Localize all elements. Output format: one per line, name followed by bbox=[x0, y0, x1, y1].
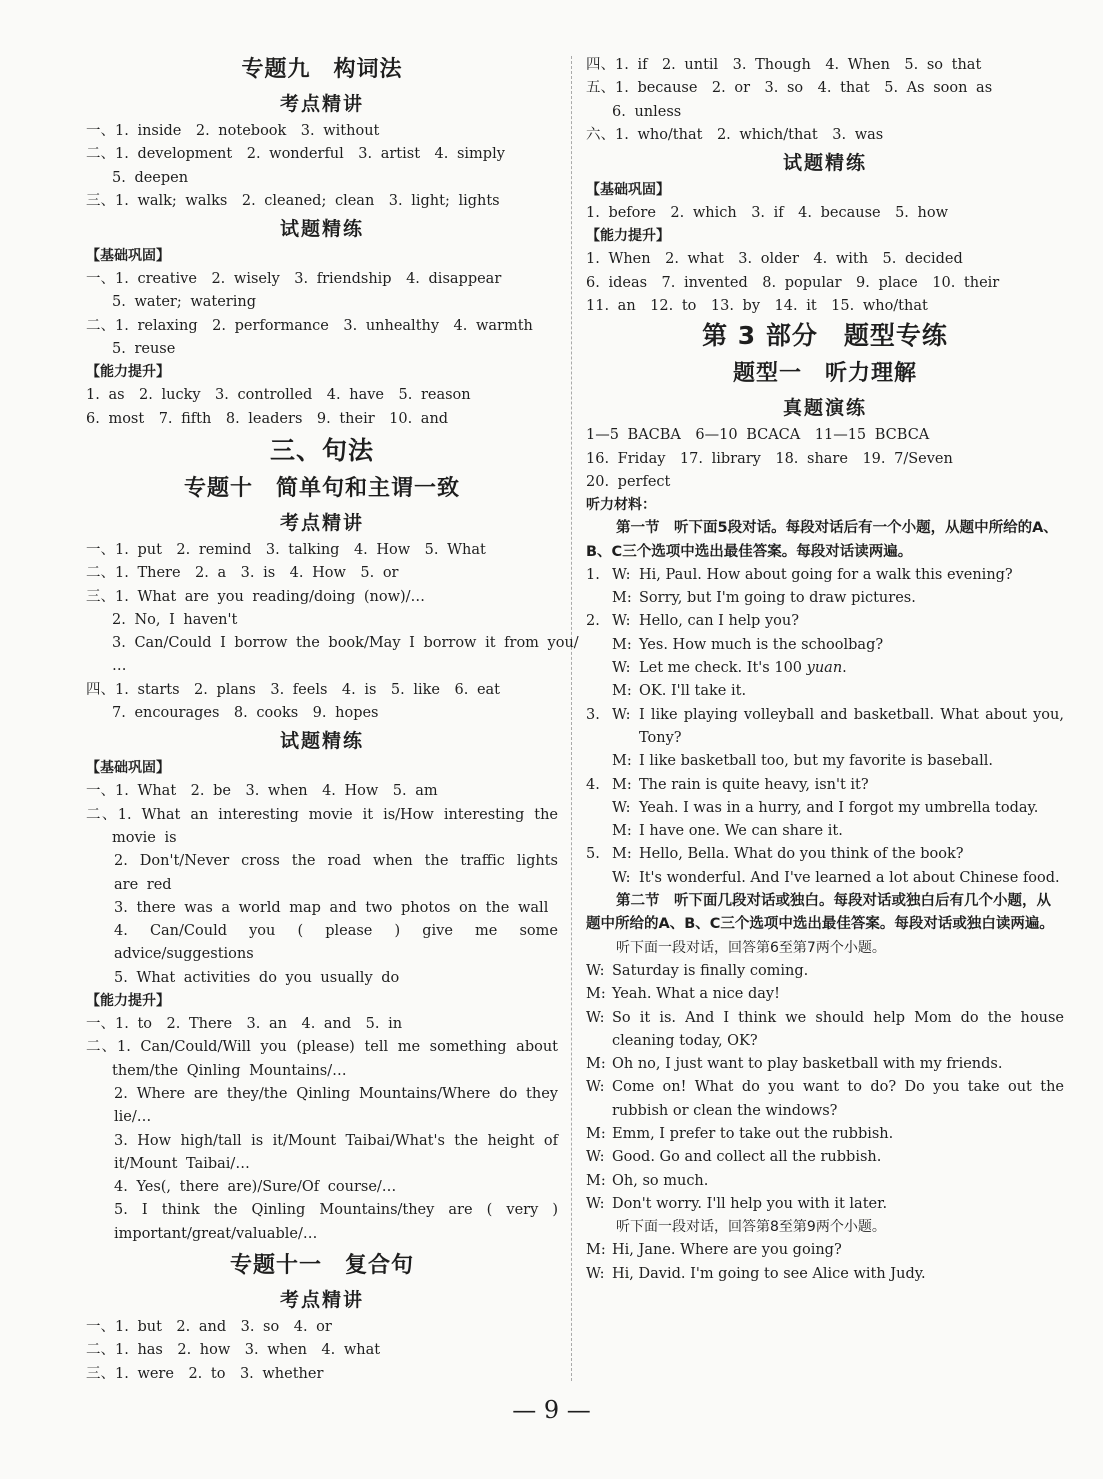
speaker-label: W: bbox=[586, 962, 605, 979]
answer-line: 二、1. Can/Could/Will you (please) tell me something about them/the Qinling Mountains/… bbox=[86, 1039, 558, 1079]
conversation-2 bbox=[586, 1239, 1064, 1286]
dialog-number bbox=[586, 797, 612, 820]
dialog-line bbox=[586, 774, 1064, 797]
speaker-label: M: bbox=[612, 753, 632, 770]
answer-line: 5. reuse bbox=[112, 341, 176, 358]
answer-line: 1. as 2. lucky 3. controlled 4. have 5. reason bbox=[86, 387, 471, 404]
listening-material-label: 听力材料： bbox=[586, 497, 656, 514]
dialog-text: Hello, Bella. What do you think of the book? bbox=[639, 846, 964, 863]
dialog-number: 4. bbox=[586, 776, 600, 793]
speaker-label: W: bbox=[612, 869, 631, 886]
dialog-text: I like basketball too, but my favorite is baseball. bbox=[639, 753, 994, 770]
dialog-line bbox=[586, 564, 1064, 587]
speaker-label: M: bbox=[586, 1172, 606, 1189]
answer-line: 7. encourages 8. cooks 9. hopes bbox=[112, 705, 379, 722]
answer-line: 2. No, I haven't bbox=[112, 611, 238, 628]
conversation-1 bbox=[586, 960, 1064, 1216]
dialog-text: Yeah. I was in a hurry, and I forgot my umbrella today. bbox=[639, 799, 1039, 816]
type-1-title: 题型一 听力理解 bbox=[732, 361, 917, 387]
speaker-label: W: bbox=[586, 1195, 605, 1212]
speaker-label: W: bbox=[586, 1149, 605, 1166]
dialog-text: Emm, I prefer to take out the rubbish. bbox=[612, 1125, 894, 1142]
dialog-number: 1. bbox=[586, 566, 600, 583]
answer-line: 1. When 2. what 3. older 4. with 5. decided bbox=[586, 251, 963, 268]
dialog-number bbox=[586, 680, 612, 703]
speaker-label: M: bbox=[612, 636, 632, 653]
section-1-dialogs bbox=[586, 564, 1064, 890]
speaker-label: W: bbox=[612, 660, 631, 677]
dialog-text: Hi, Jane. Where are you going? bbox=[612, 1242, 842, 1259]
column-divider bbox=[571, 56, 572, 1381]
topic-11-exercises-heading: 试题精练 bbox=[782, 152, 867, 175]
dialog-text: Hello, can I help you? bbox=[639, 613, 799, 630]
dialog-text: Yeah. What a nice day! bbox=[612, 986, 780, 1003]
dialog-text: Yes. How much is the schoolbag? bbox=[639, 636, 884, 653]
dialog-line bbox=[586, 867, 1064, 890]
dialog-line bbox=[586, 960, 1064, 983]
section-2-sub-instruction: 听下面一段对话，回答第6至第7两个小题。 bbox=[616, 939, 886, 956]
answer-line: 2. Where are they/the Qinling Mountains/Where do they lie/… bbox=[114, 1085, 558, 1126]
topic-10-exercises-heading: 试题精练 bbox=[279, 730, 364, 753]
dialog-number: 2. bbox=[586, 613, 600, 630]
dialog-text: I have one. We can share it. bbox=[639, 823, 843, 840]
answer-line: 四、1. if 2. until 3. Though 4. When 5. so that bbox=[586, 57, 982, 73]
dialog-number bbox=[586, 657, 612, 680]
dialog-number bbox=[586, 867, 612, 890]
answer-line: 3. How high/tall is it/Mount Taibai/What's the height of it/Mount Taibai/… bbox=[114, 1132, 558, 1172]
answer-line: 三、1. were 2. to 3. whether bbox=[86, 1365, 324, 1382]
speaker-label: W: bbox=[586, 1009, 605, 1026]
speaker-label: W: bbox=[586, 1079, 605, 1096]
dialog-line bbox=[586, 587, 1064, 610]
speaker-label: M: bbox=[612, 776, 632, 793]
currency-word: yuan bbox=[806, 660, 843, 677]
right-column bbox=[586, 54, 1064, 1286]
dialog-line bbox=[586, 634, 1064, 657]
dialog-number: 3. bbox=[586, 706, 600, 723]
answer-line: 4. Can/Could you ( please ) give me some advice/suggestions bbox=[114, 923, 558, 963]
answer-line: 5. deepen bbox=[112, 169, 189, 186]
answer-line: 20. perfect bbox=[586, 473, 671, 490]
answer-line: 1. before 2. which 3. if 4. because 5. how bbox=[586, 205, 949, 222]
speaker-label: M: bbox=[612, 823, 632, 840]
answer-line: 二、1. relaxing 2. performance 3. unhealthy 4. warmth bbox=[86, 317, 533, 334]
speaker-label: W: bbox=[612, 566, 631, 583]
answer-line: 11. an 12. to 13. by 14. it 15. who/that bbox=[586, 298, 928, 315]
topic-10-title: 专题十 简单句和主谓一致 bbox=[183, 475, 460, 501]
answer-line: 一、1. creative 2. wisely 3. friendship 4. disappear bbox=[86, 271, 502, 288]
dialog-number: 5. bbox=[586, 846, 600, 863]
dialog-line bbox=[586, 1193, 1064, 1216]
answer-line: 六、1. who/that 2. which/that 3. was bbox=[586, 126, 884, 143]
answer-line: 1—5 BACBA 6—10 BCACA 11—15 BCBCA bbox=[586, 427, 930, 444]
dialog-line bbox=[586, 1170, 1064, 1193]
answer-line: 6. ideas 7. invented 8. popular 9. place 10. their bbox=[586, 274, 1000, 291]
dialog-text: The rain is quite heavy, isn't it? bbox=[639, 776, 869, 793]
dialog-text: Hi, David. I'm going to see Alice with Judy. bbox=[612, 1265, 926, 1282]
ability-improvement-tag: 【能力提升】 bbox=[86, 993, 170, 1010]
answer-line: 三、1. What are you reading/doing (now)/… bbox=[86, 588, 426, 605]
part-3-title: 第 3 部分 题型专练 bbox=[702, 321, 948, 351]
dialog-number bbox=[586, 587, 612, 610]
speaker-label: W: bbox=[612, 706, 631, 723]
speaker-label: M: bbox=[586, 1056, 606, 1073]
section-1-instructions: 第一节 听下面5段对话。每段对话后有一个小题，从题中所给的A、B、C三个选项中选出最佳答案。每段对话读两遍。 bbox=[586, 520, 1058, 560]
speaker-label: W: bbox=[612, 799, 631, 816]
ability-improvement-tag: 【能力提升】 bbox=[86, 364, 170, 381]
dialog-line bbox=[586, 1146, 1064, 1169]
dialog-text: Saturday is finally coming. bbox=[612, 962, 809, 979]
answer-line: 3. Can/Could I borrow the book/May I borrow it from you/ bbox=[112, 635, 579, 652]
speaker-label: M: bbox=[612, 683, 632, 700]
answer-line: 二、1. There 2. a 3. is 4. How 5. or bbox=[86, 565, 399, 582]
basic-consolidation-tag: 【基础巩固】 bbox=[586, 182, 670, 199]
basic-consolidation-tag: 【基础巩固】 bbox=[86, 248, 170, 265]
section-3-syntax-title: 三、句法 bbox=[269, 435, 374, 465]
dialog-text: Come on! What do you want to do? Do you take out the rubbish or clean the windows? bbox=[612, 1079, 1064, 1119]
speaker-label: M: bbox=[612, 846, 632, 863]
speaker-label: W: bbox=[612, 613, 631, 630]
dialog-text: Oh, so much. bbox=[612, 1172, 709, 1189]
dialog-text: It's wonderful. And I've learned a lot about Chinese food. bbox=[639, 869, 1060, 886]
answer-line: 二、1. development 2. wonderful 3. artist 4. simply bbox=[86, 146, 505, 163]
speaker-label: M: bbox=[586, 1242, 606, 1259]
answer-line: 6. most 7. fifth 8. leaders 9. their 10. and bbox=[86, 410, 449, 427]
dialog-text: Don't worry. I'll help you with it later. bbox=[612, 1195, 888, 1212]
answer-line: 5. water; watering bbox=[112, 294, 256, 311]
topic-11-key-points-heading: 考点精讲 bbox=[279, 1288, 364, 1311]
answer-line: 一、1. put 2. remind 3. talking 4. How 5. What bbox=[86, 541, 486, 558]
answer-line: 5. I think the Qinling Mountains/they are ( very ) important/great/valuable/… bbox=[114, 1202, 558, 1242]
answer-line: 五、1. because 2. or 3. so 4. that 5. As soon as bbox=[586, 80, 993, 97]
dialog-line bbox=[586, 750, 1064, 773]
answer-line: 5. What activities do you usually do bbox=[114, 969, 400, 986]
dialog-text: Sorry, but I'm going to draw pictures. bbox=[639, 590, 916, 607]
dialog-number bbox=[586, 820, 612, 843]
dialog-number bbox=[586, 634, 612, 657]
dialog-text: Good. Go and collect all the rubbish. bbox=[612, 1149, 882, 1166]
page-number: — 9 — bbox=[512, 1396, 591, 1424]
dialog-line bbox=[586, 657, 1064, 680]
left-column bbox=[86, 52, 579, 1386]
dialog-line bbox=[586, 1239, 1064, 1262]
dialog-line bbox=[586, 704, 1064, 751]
dialog-line bbox=[586, 1123, 1064, 1146]
ability-improvement-tag: 【能力提升】 bbox=[586, 228, 670, 245]
dialog-line bbox=[586, 1263, 1064, 1286]
speaker-label: M: bbox=[586, 986, 606, 1003]
answer-line: 16. Friday 17. library 18. share 19. 7/Seven bbox=[586, 450, 953, 467]
answer-line: 3. there was a world map and two photos on the wall bbox=[114, 899, 549, 916]
dialog-text: I like playing volleyball and basketball. What about you, Tony? bbox=[639, 706, 1064, 746]
answer-line: 一、1. but 2. and 3. so 4. or bbox=[86, 1318, 332, 1335]
speaker-label: W: bbox=[586, 1265, 605, 1282]
topic-9-title: 专题九 构词法 bbox=[241, 57, 403, 82]
dialog-line bbox=[586, 797, 1064, 820]
dialog-text: Oh no, I just want to play basketball with my friends. bbox=[612, 1056, 1003, 1073]
speaker-label: M: bbox=[612, 590, 632, 607]
dialog-line bbox=[586, 610, 1064, 633]
dialog-number bbox=[586, 750, 612, 773]
section-2-sub-instruction: 听下面一段对话，回答第8至第9两个小题。 bbox=[616, 1219, 886, 1236]
answer-line: 二、1. has 2. how 3. when 4. what bbox=[86, 1342, 381, 1359]
dialog-text: Let me check. It's 100 yuan. bbox=[639, 660, 847, 677]
answer-line: 四、1. starts 2. plans 3. feels 4. is 5. like 6. eat bbox=[86, 681, 500, 698]
dialog-line bbox=[586, 843, 1064, 866]
real-exam-practice-heading: 真题演练 bbox=[782, 397, 867, 420]
basic-consolidation-tag: 【基础巩固】 bbox=[86, 760, 170, 777]
dialog-text: OK. I'll take it. bbox=[639, 683, 747, 700]
answer-line: 一、1. What 2. be 3. when 4. How 5. am bbox=[86, 783, 438, 800]
dialog-line bbox=[586, 1007, 1064, 1054]
answer-line: 一、1. inside 2. notebook 3. without bbox=[86, 123, 380, 139]
topic-9-exercises-heading: 试题精练 bbox=[279, 218, 364, 241]
answer-line: 2. Don't/Never cross the road when the traffic lights are red bbox=[114, 853, 558, 893]
answer-line: 一、1. to 2. There 3. an 4. and 5. in bbox=[86, 1016, 403, 1033]
speaker-label: M: bbox=[586, 1125, 606, 1142]
topic-10-key-points-heading: 考点精讲 bbox=[279, 511, 364, 534]
topic-11-title: 专题十一 复合句 bbox=[229, 1252, 414, 1278]
answer-line: … bbox=[112, 658, 127, 675]
answer-line: 6. unless bbox=[612, 103, 682, 120]
dialog-line bbox=[586, 1053, 1064, 1076]
dialog-text: So it is. And I think we should help Mom do the house cleaning today, OK? bbox=[612, 1009, 1064, 1049]
topic-9-key-points-heading: 考点精讲 bbox=[279, 93, 364, 115]
dialog-line bbox=[586, 680, 1064, 703]
section-2-instructions: 第二节 听下面几段对话或独白。每段对话或独白后有几个小题，从题中所给的A、B、C三个选项中选出最佳答案。每段对话或独白读两遍。 bbox=[586, 893, 1054, 933]
dialog-line bbox=[586, 1076, 1064, 1123]
answer-line: 4. Yes(, there are)/Sure/Of course/… bbox=[114, 1179, 397, 1196]
dialog-line bbox=[586, 983, 1064, 1006]
answer-line: 三、1. walk; walks 2. cleaned; clean 3. light; lights bbox=[86, 192, 500, 209]
answer-line: 二、1. What an interesting movie it is/How interesting the movie is bbox=[86, 806, 558, 846]
dialog-text: Hi, Paul. How about going for a walk this evening? bbox=[639, 566, 1013, 583]
dialog-line bbox=[586, 820, 1064, 843]
